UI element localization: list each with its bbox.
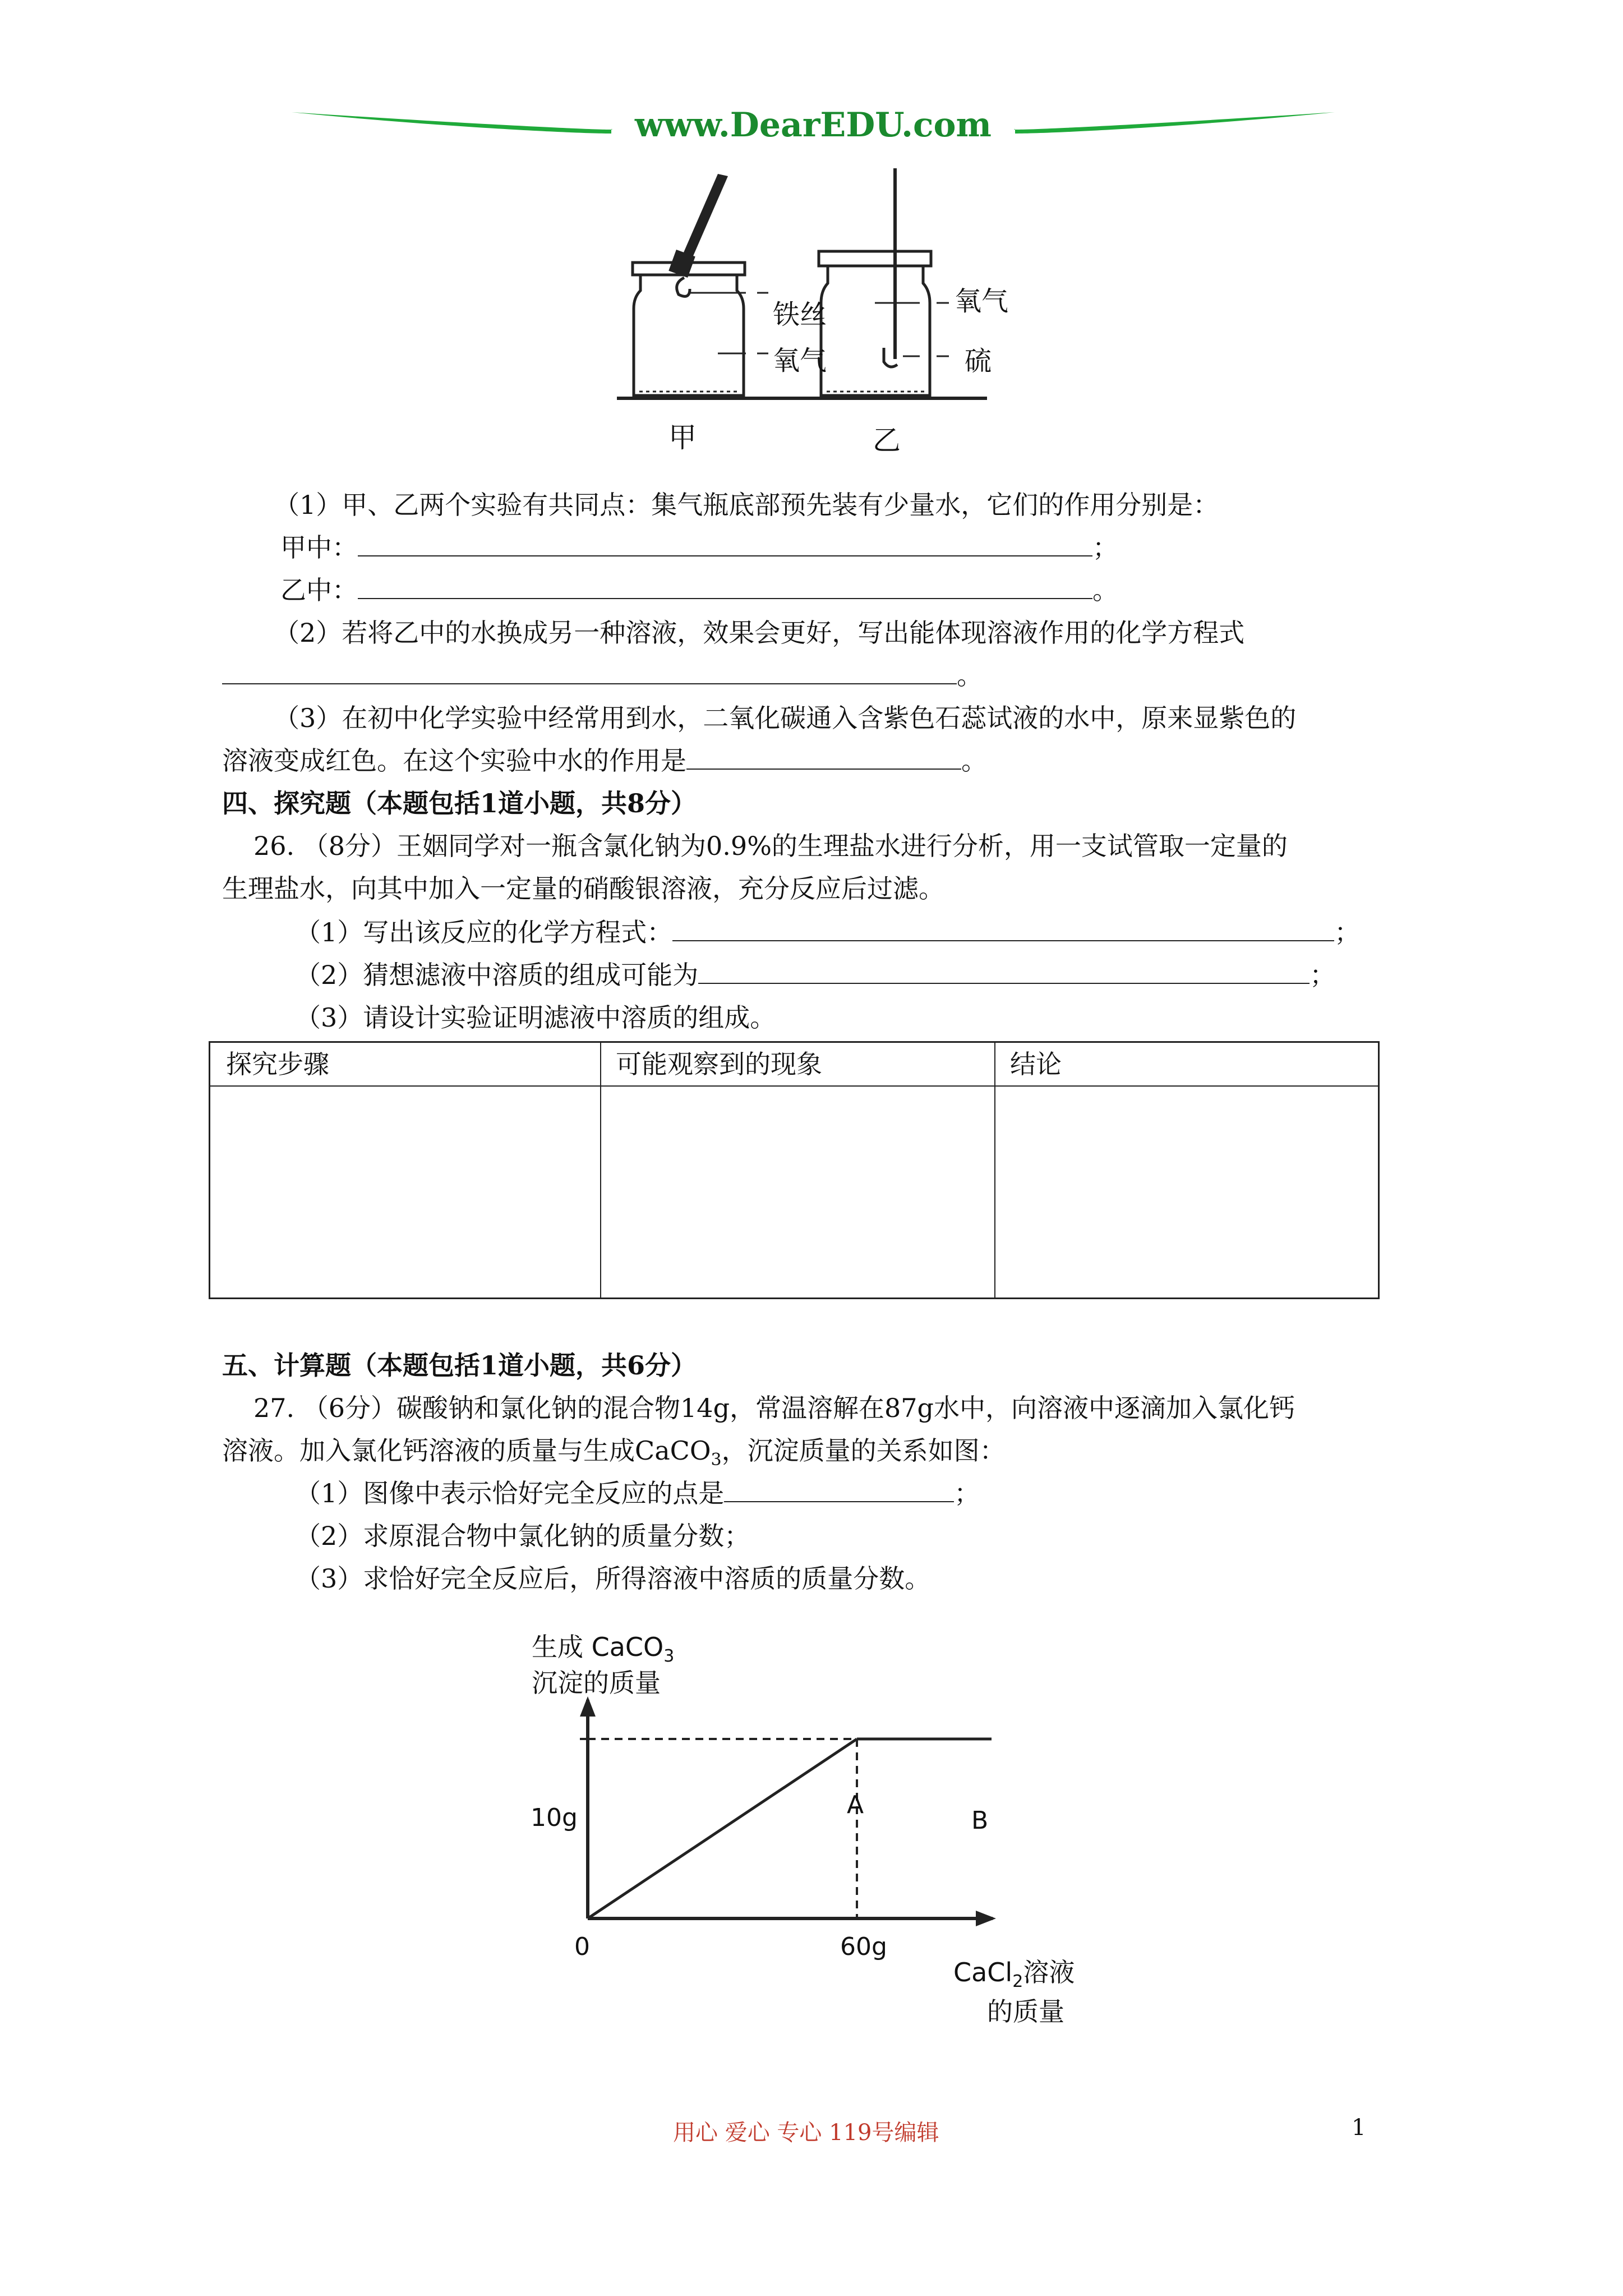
chart-y-label-line1 xyxy=(532,1627,674,1666)
section4-title: 四、探究题（本题包括1道小题，共8分） xyxy=(222,788,697,818)
q25-jia-line xyxy=(280,531,1118,564)
header-banner xyxy=(292,101,1335,151)
footer-text: 用心 爱心 专心 119号编辑 xyxy=(673,2120,939,2146)
label-sulfur: 硫 xyxy=(965,346,992,377)
q25-yi-label: 乙中： xyxy=(280,575,358,605)
q25-part2-end: 。 xyxy=(957,660,983,691)
site-title: www.DearEDU.com xyxy=(634,105,992,145)
q26-sub2 xyxy=(295,958,1335,992)
q26-sub2-blank[interactable] xyxy=(698,960,1310,984)
table-cell-conclusion[interactable] xyxy=(995,1087,1379,1297)
page-number: 1 xyxy=(1352,2115,1366,2141)
q25-part1: （1）甲、乙两个实验有共同点：集气瓶底部预先装有少量水，它们的作用分别是： xyxy=(274,490,1219,520)
x-label-sub: 2 xyxy=(1012,1972,1023,1991)
q25-jia-end: ； xyxy=(1092,532,1118,563)
chart-x-label-line1 xyxy=(953,1952,1075,1991)
table-cell-steps[interactable] xyxy=(210,1087,600,1297)
q26-sub3: （3）请设计实验证明滤液中溶质的组成。 xyxy=(295,1002,776,1033)
q27-sub1-blank[interactable] xyxy=(724,1479,954,1502)
y-label-sub: 3 xyxy=(663,1646,675,1666)
q26-sub1-blank[interactable] xyxy=(672,918,1334,941)
q27-line2 xyxy=(222,1434,1006,1477)
q25-jia-blank[interactable] xyxy=(358,533,1092,556)
q27-line2-post: ，沉淀质量的关系如图： xyxy=(721,1435,1006,1466)
chart-point-b-label: B xyxy=(971,1806,989,1835)
q25-part3-text: 溶液变成红色。在这个实验中水的作用是 xyxy=(222,746,686,776)
x-label-post: 溶液 xyxy=(1023,1957,1075,1987)
figure-gas-bottles xyxy=(606,168,1032,460)
section5-title: 五、计算题（本题包括1道小题，共6分） xyxy=(222,1350,697,1381)
experiment-table xyxy=(209,1041,1380,1299)
q25-yi-line xyxy=(280,573,1118,607)
q26-sub1-text: （1）写出该反应的化学方程式： xyxy=(295,917,673,947)
q25-part3-line2 xyxy=(222,744,987,777)
chart-x-tick-60g: 60g xyxy=(840,1932,887,1961)
q27-line1: 27. （6分）碳酸钠和氯化钠的混合物14g，常温溶解在87g水中，向溶液中逐滴加入氯化钙 xyxy=(253,1393,1295,1423)
q25-part3-end: 。 xyxy=(961,746,987,776)
q25-part2-blank[interactable] xyxy=(222,661,957,684)
table-header-conclusion: 结论 xyxy=(994,1043,1380,1087)
q26-sub2-text: （2）猜想滤液中溶质的组成可能为 xyxy=(295,960,699,990)
q26-sub1 xyxy=(295,915,1360,949)
label-iron-wire: 铁丝 xyxy=(773,299,827,330)
q25-part3-line1: （3）在初中化学实验中经常用到水，二氧化碳通入含紫色石蕊试液的水中，原来显紫色的 xyxy=(274,703,1297,733)
q27-line2-sub: 3 xyxy=(711,1450,722,1470)
table-cell-phenomena[interactable] xyxy=(601,1087,994,1297)
q26-sub2-end: ； xyxy=(1310,960,1336,990)
chart-y-label-line2: 沉淀的质量 xyxy=(532,1668,661,1698)
y-label-pre: 生成 CaCO xyxy=(532,1632,664,1662)
q25-yi-blank[interactable] xyxy=(358,576,1092,599)
chart-origin-label: 0 xyxy=(574,1932,590,1961)
q26-line1: 26. （8分）王姻同学对一瓶含氯化钠为0.9%的生理盐水进行分析，用一支试管取一定量的 xyxy=(253,831,1288,861)
q27-sub1-end: ； xyxy=(954,1478,980,1508)
chart-y-tick-10g: 10g xyxy=(531,1803,578,1832)
q25-jia-label: 甲中： xyxy=(280,532,358,563)
x-label-pre: CaCl xyxy=(953,1957,1013,1987)
x-axis-arrow xyxy=(976,1911,996,1926)
q25-yi-end: 。 xyxy=(1092,575,1118,605)
q26-sub1-end: ； xyxy=(1334,917,1361,947)
chart-x-label-line2: 的质量 xyxy=(987,1996,1064,2027)
series-line-rising xyxy=(588,1739,857,1918)
q27-sub1-text: （1）图像中表示恰好完全反应的点是 xyxy=(295,1478,725,1508)
q25-part2: （2）若将乙中的水换成另一种溶液，效果会更好，写出能体现溶液作用的化学方程式 xyxy=(274,618,1245,648)
table-header-steps: 探究步骤 xyxy=(210,1043,600,1087)
q26-line2: 生理盐水，向其中加入一定量的硝酸银溶液，充分反应后过滤。 xyxy=(222,873,944,904)
caption-jia: 甲 xyxy=(668,421,697,454)
q25-part3-blank[interactable] xyxy=(686,746,961,770)
q27-sub1 xyxy=(295,1476,980,1510)
table-header-phenomena: 可能观察到的现象 xyxy=(600,1043,994,1087)
q27-sub2: （2）求原混合物中氯化钠的质量分数； xyxy=(295,1521,750,1551)
chart-point-a-label: A xyxy=(847,1791,864,1819)
q25-part2-answer-line xyxy=(222,659,983,692)
caption-yi: 乙 xyxy=(873,424,901,457)
q27-line2-pre: 溶液。加入氯化钙溶液的质量与生成CaCO xyxy=(222,1435,711,1466)
precipitate-chart xyxy=(505,1616,1122,2053)
label-oxygen-right: 氧气 xyxy=(955,286,1009,317)
q27-sub3: （3）求恰好完全反应后，所得溶液中溶质的质量分数。 xyxy=(295,1563,931,1594)
label-oxygen-left: 氧气 xyxy=(773,345,827,376)
